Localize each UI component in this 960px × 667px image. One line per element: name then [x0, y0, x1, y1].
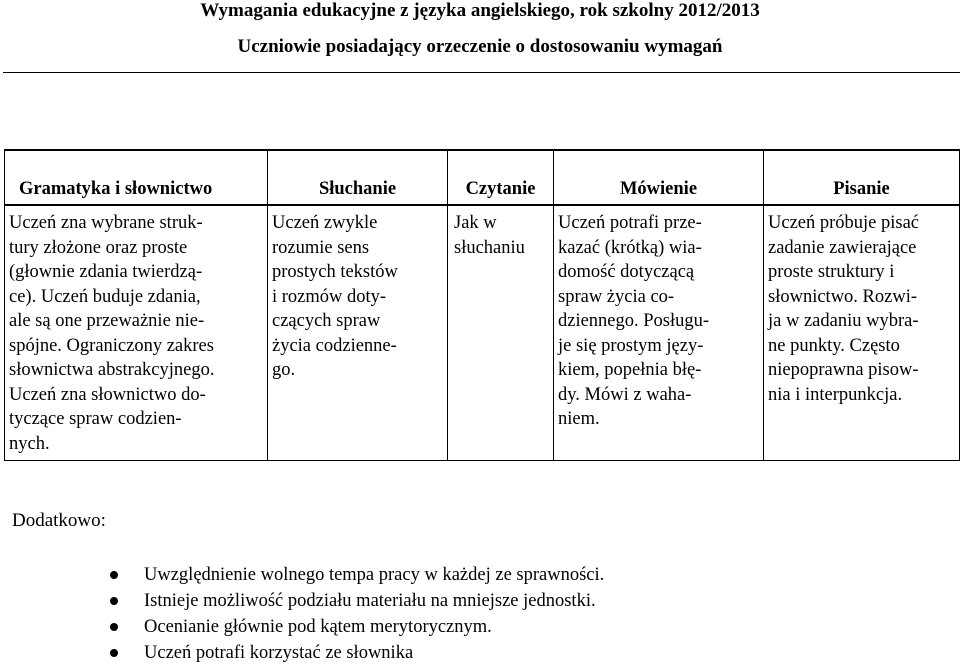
table-header-row: [5, 150, 960, 205]
list-item-text: Uczeń potrafi korzystać ze słownika: [144, 643, 414, 663]
cell-sluchanie: [268, 205, 448, 461]
header-sluchanie: Słuchanie: [268, 150, 448, 205]
header-divider: [3, 72, 960, 73]
table-row: [5, 205, 960, 461]
list-item: [110, 588, 604, 614]
list-item-text: Istnieje możliwość podziału materiału na mniejsze jednostki.: [144, 591, 596, 611]
cell-pisanie: [764, 205, 960, 461]
cell-pisanie-text: Uczeń próbuje pisać zadanie zawierające proste struktury i słownictwo. Rozwi- ja w zadaniu wybra- ne punkty. Często niepoprawna pisow- nia i interpunkcja.: [768, 213, 920, 405]
additional-list: [110, 562, 604, 666]
header-pisanie: Pisanie: [764, 150, 960, 205]
cell-mowienie: [554, 205, 764, 461]
cell-sluchanie-text: Uczeń zwykle rozumie sens prostych tekstów i rozmów doty- czących spraw życia codzienne- go.: [272, 213, 398, 380]
cell-czytanie-text: Jak w słuchaniu: [454, 213, 525, 258]
list-item: [110, 614, 604, 640]
header-gramatyka: Gramatyka i słownictwo: [5, 150, 268, 205]
cell-mowienie-text: Uczeń potrafi prze- kazać (krótką) wia- domość dotyczącą spraw życia co- dziennego. Posługu- je się prostym języ- kiem, popełnia błę- dy. Mówi z waha- niem.: [558, 213, 710, 429]
cell-gramatyka-text: Uczeń zna wybrane struk- tury złożone oraz proste (głownie zdania twierdzą- ce). Uczeń buduje zdania, ale są one przeważnie nie- spójne. Ograniczony zakres słownictwa abstrakcyjnego. Uczeń zna słownictwo do- tyczące spraw codzien- nych.: [9, 213, 215, 454]
cell-gramatyka: [5, 205, 268, 461]
list-item: [110, 640, 604, 666]
header-czytanie: Czytanie: [448, 150, 554, 205]
bullet-icon: [110, 649, 118, 657]
bullet-icon: [110, 597, 118, 605]
requirements-table: [4, 149, 960, 461]
additional-label: Dodatkowo:: [12, 510, 106, 531]
bullet-icon: [110, 571, 118, 579]
list-item-text: Ocenianie głównie pod kątem merytorycznym.: [144, 617, 492, 637]
document-title: Wymagania edukacyjne z języka angielskiego, rok szkolny 2012/2013: [200, 0, 760, 21]
list-item-text: Uwzględnienie wolnego tempa pracy w każdej ze sprawności.: [144, 565, 605, 585]
bullet-icon: [110, 623, 118, 631]
header-mowienie: Mówienie: [554, 150, 764, 205]
document-subtitle: Uczniowie posiadający orzeczenie o dostosowaniu wymagań: [237, 36, 723, 57]
cell-czytanie: [448, 205, 554, 461]
list-item: [110, 562, 604, 588]
